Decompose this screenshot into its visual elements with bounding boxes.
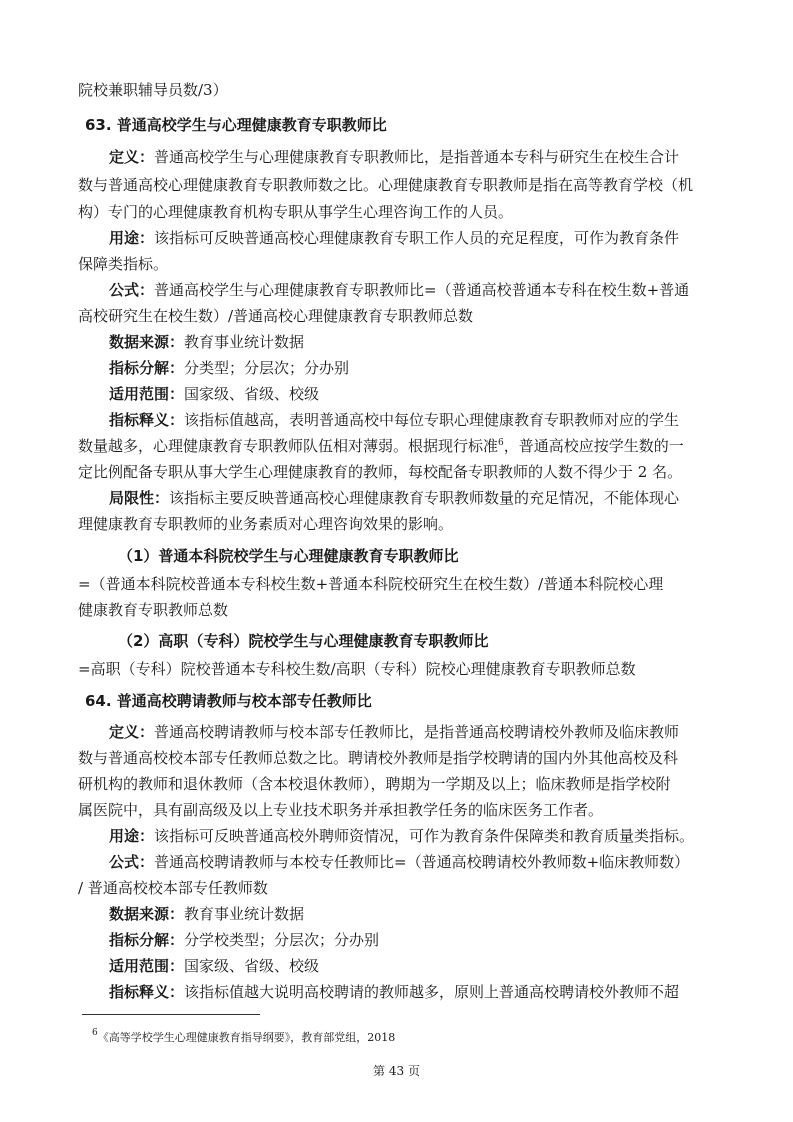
limit-label: 局限性：: [109, 489, 170, 507]
scope-label: 适用范围：: [109, 957, 185, 975]
s63-use-line-2: 保障类指标。: [78, 255, 169, 273]
s63-limit-line-1: [109, 488, 679, 508]
breakdown-text: 分学校类型；分层次；分办别: [184, 931, 380, 949]
footnote-ref[interactable]: 6: [498, 438, 504, 448]
s63-interp-line-2: [78, 436, 684, 456]
source-label: 数据来源：: [109, 333, 185, 351]
definition-label: 定义：: [109, 148, 155, 166]
definition-text: 普通高校学生与心理健康教育专职教师比，是指普通本专科与研究生在校生合计: [154, 148, 680, 166]
s64-use: [109, 826, 694, 846]
interp-text: 该指标值越大说明高校聘请的教师越多，原则上普通高校聘请校外教师不超: [184, 983, 680, 1001]
footnote: [92, 1028, 396, 1045]
interp-label: 指标释义：: [109, 983, 185, 1001]
footnote-text: 《高等学校学生心理健康教育指导纲要》，教育部党组，2018: [97, 1031, 396, 1044]
source-text: 教育事业统计数据: [184, 905, 305, 923]
s63-subsection-1-heading: （1）普通本科院校学生与心理健康教育专职教师比: [118, 547, 459, 565]
formula-label: 公式：: [109, 281, 155, 299]
breakdown-label: 指标分解：: [109, 359, 185, 377]
s64-formula-line-2: / 普通高校校本部专任教师数: [78, 879, 268, 897]
s63-subsection-2-heading: （2）高职（专科）院校学生与心理健康教育专职教师比: [118, 632, 489, 650]
formula-text: 普通高校学生与心理健康教育专职教师比=（普通高校普通本专科在校生数+普通: [154, 281, 690, 299]
scope-label: 适用范围：: [109, 385, 185, 403]
s64-source: [109, 904, 304, 924]
interp-text: 该指标值越高，表明普通高校中每位专职心理健康教育专职教师对应的学生: [184, 411, 680, 429]
s63-sub2-formula: =高职（专科）院校普通本专科校生数/高职（专科）院校心理健康教育专职教师总数: [78, 660, 636, 678]
s64-breakdown: [109, 930, 379, 950]
definition-text: 普通高校聘请教师与校本部专任教师比，是指普通高校聘请校外教师及临床教师: [154, 723, 680, 741]
s63-interp-line-1: [109, 410, 679, 430]
s64-interp-line-1: [109, 982, 679, 1002]
s63-sub1-formula-line-1: =（普通本科院校普通本专科校生数+普通本科院校研究生在校生数）/普通本科院校心理: [78, 575, 664, 593]
interp-text-a: 数量越多，心理健康教育专职教师队伍相对薄弱。根据现行标准: [78, 437, 499, 455]
use-label: 用途：: [109, 229, 155, 247]
interp-label: 指标释义：: [109, 411, 185, 429]
definition-label: 定义：: [109, 723, 155, 741]
breakdown-label: 指标分解：: [109, 931, 185, 949]
breakdown-text: 分类型；分层次；分办别: [184, 359, 350, 377]
formula-label: 公式：: [109, 853, 155, 871]
s63-scope: [109, 384, 319, 404]
s63-use-line-1: [109, 228, 679, 248]
section-64-heading: 64. 普通高校聘请教师与校本部专任教师比: [85, 692, 372, 710]
s63-formula-line-1: [109, 280, 689, 300]
page-number: 第 43 页: [373, 1064, 420, 1078]
s63-definition-line-2: 数与普通高校心理健康教育专职教师数之比。心理健康教育专职教师是指在高等教育学校（机: [78, 176, 694, 194]
s64-definition-line-3: 研机构的教师和退休教师（含本校退休教师），聘期为一学期及以上；临床教师是指学校附: [78, 775, 671, 793]
s63-formula-line-2: 高校研究生在校生数）/普通高校心理健康教育专职教师总数: [78, 307, 474, 325]
s63-limit-line-2: 理健康教育专职教师的业务素质对心理咨询效果的影响。: [78, 515, 454, 533]
continuation-text: 院校兼职辅导员数/3）: [78, 81, 228, 99]
formula-text: 普通高校聘请教师与本校专任教师比=（普通高校聘请校外教师数+临床教师数）: [154, 853, 690, 871]
s63-sub1-formula-line-2: 健康教育专职教师总数: [78, 601, 229, 619]
source-label: 数据来源：: [109, 905, 185, 923]
use-text: 该指标可反映普通高校心理健康教育专职工作人员的充足程度，可作为教育条件: [154, 229, 680, 247]
limit-text: 该指标主要反映普通高校心理健康教育专职教师数量的充足情况，不能体现心: [169, 489, 680, 507]
s63-source: [109, 332, 304, 352]
s63-definition-line-1: [109, 147, 679, 167]
footnote-mark: 6: [92, 1028, 98, 1038]
section-63-heading: 63. 普通高校学生与心理健康教育专职教师比: [85, 116, 387, 134]
s63-interp-line-3: 定比例配备专职从事大学生心理健康教育的教师，每校配备专职教师的人数不得少于 2 名。: [78, 463, 683, 481]
footnote-divider: [82, 1014, 260, 1015]
use-text: 该指标可反映普通高校外聘师资情况，可作为教育条件保障类和教育质量类指标。: [154, 827, 695, 845]
source-text: 教育事业统计数据: [184, 333, 305, 351]
s64-scope: [109, 956, 319, 976]
s64-definition-line-1: [109, 722, 679, 742]
interp-text-b: ，普通高校应按学生数的一: [503, 437, 684, 455]
s63-breakdown: [109, 358, 349, 378]
scope-text: 国家级、省级、校级: [184, 957, 320, 975]
document-page: [78, 0, 715, 1122]
s63-definition-line-3: 构）专门的心理健康教育机构专职从事学生心理咨询工作的人员。: [78, 203, 514, 221]
use-label: 用途：: [109, 827, 155, 845]
s64-definition-line-2: 数与普通高校校本部专任教师总数之比。聘请校外教师是指学校聘请的国内外其他高校及科: [78, 749, 679, 767]
scope-text: 国家级、省级、校级: [184, 385, 320, 403]
s64-definition-line-4: 属医院中，具有副高级及以上专业技术职务并承担教学任务的临床医务工作者。: [78, 801, 604, 819]
s64-formula-line-1: [109, 852, 689, 872]
